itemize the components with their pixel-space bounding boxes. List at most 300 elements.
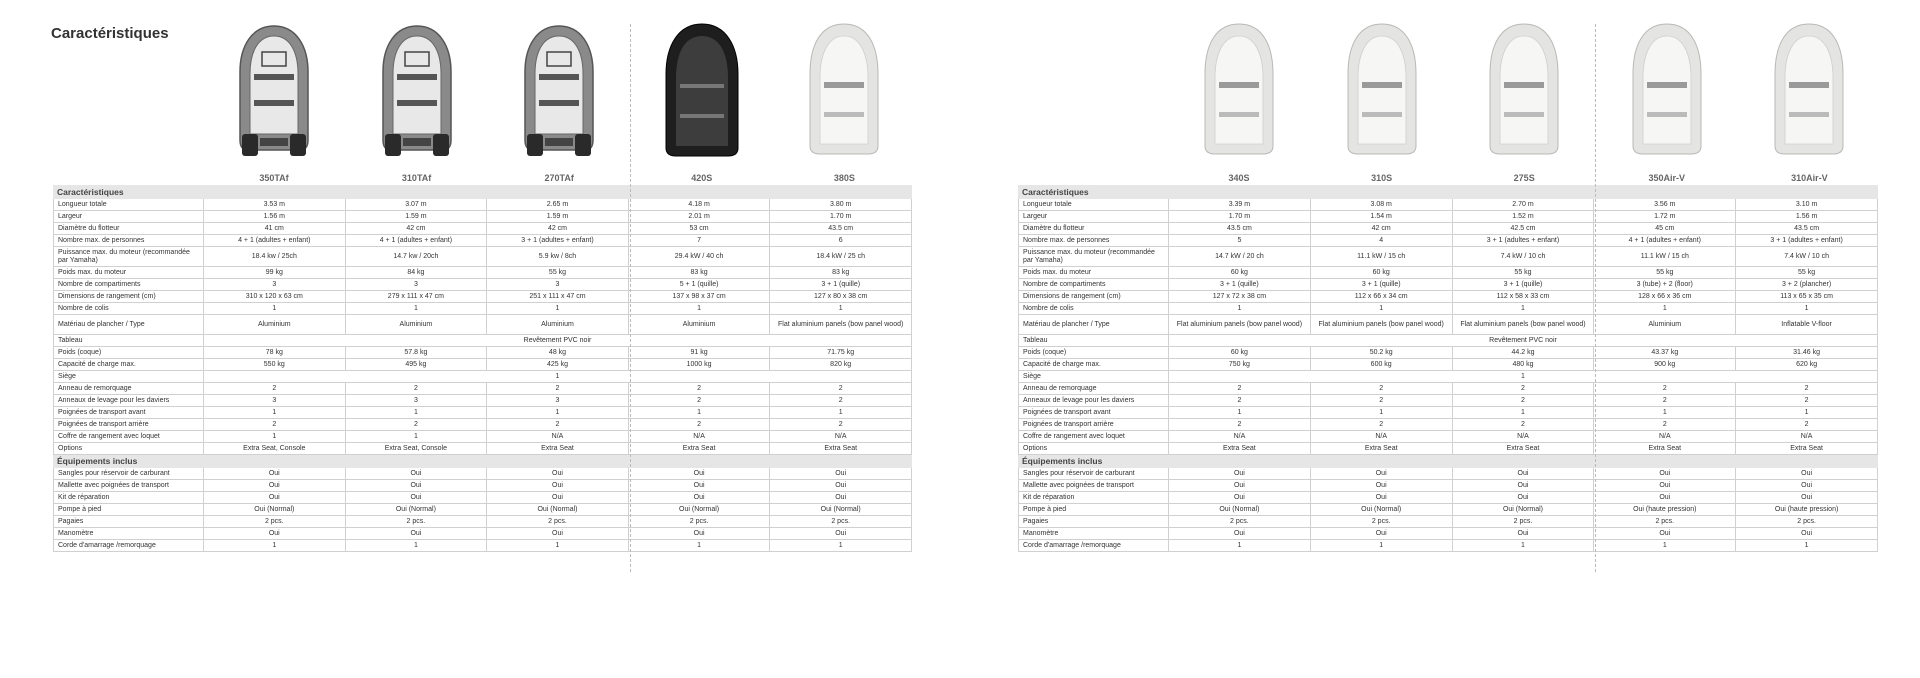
- spec-value: 279 x 111 x 47 cm: [345, 291, 487, 303]
- row-label: Pompe à pied: [54, 504, 204, 516]
- row-label: Poids (coque): [54, 347, 204, 359]
- spec-value: Extra Seat: [1310, 443, 1452, 455]
- row-label: Nombre de colis: [54, 303, 204, 315]
- boat-card: [1596, 18, 1738, 185]
- spec-value: 2: [1452, 419, 1594, 431]
- spec-row-repair-kit: [1019, 492, 1878, 504]
- spec-value: Oui (haute pression): [1594, 504, 1736, 516]
- spec-value: 7.4 kW / 10 ch: [1736, 247, 1878, 267]
- row-label: Options: [54, 443, 204, 455]
- spec-value: Oui (Normal): [345, 504, 487, 516]
- spec-value: 550 kg: [204, 359, 346, 371]
- spec-row-gauge: [1019, 528, 1878, 540]
- boat-card: [631, 18, 773, 185]
- spec-value: Oui: [770, 492, 912, 504]
- spec-value: 1: [204, 303, 346, 315]
- spec-row-mooring: [1019, 540, 1878, 552]
- spec-value: 128 x 66 x 36 cm: [1594, 291, 1736, 303]
- spec-value: 41 cm: [204, 223, 346, 235]
- spec-value: 11.1 kW / 15 ch: [1594, 247, 1736, 267]
- spec-value: 2: [1736, 419, 1878, 431]
- spec-value: 600 kg: [1310, 359, 1452, 371]
- spec-value: 2 pcs.: [487, 516, 629, 528]
- spec-value: 1: [1169, 407, 1311, 419]
- spec-value: 2.65 m: [487, 199, 629, 211]
- spec-value: 1.72 m: [1594, 211, 1736, 223]
- spec-value: 2: [770, 419, 912, 431]
- row-label: Matériau de plancher / Type: [1019, 315, 1169, 335]
- spec-value: 1: [204, 540, 346, 552]
- model-name: 310Air-V: [1791, 173, 1828, 183]
- spec-value: 55 kg: [1452, 267, 1594, 279]
- spec-row-max-load: [54, 359, 912, 371]
- spec-value: Oui: [204, 468, 346, 480]
- spec-value: 5: [1169, 235, 1311, 247]
- spec-value: 3 + 1 (quille): [1452, 279, 1594, 291]
- spec-value: 2: [1736, 383, 1878, 395]
- spec-value: 3.56 m: [1594, 199, 1736, 211]
- spec-value: 1.54 m: [1310, 211, 1452, 223]
- spec-value: 3: [204, 395, 346, 407]
- spec-value: Oui: [204, 528, 346, 540]
- row-label: Pagaies: [54, 516, 204, 528]
- series-divider: [1595, 24, 1596, 572]
- row-label: Anneaux de levage pour les daviers: [1019, 395, 1169, 407]
- spec-value: 1: [1310, 303, 1452, 315]
- spec-value: 42 cm: [1310, 223, 1452, 235]
- spec-value: Oui (Normal): [770, 504, 912, 516]
- spec-value: 2 pcs.: [1169, 516, 1311, 528]
- spec-value: 425 kg: [487, 359, 629, 371]
- spec-value: Oui: [204, 492, 346, 504]
- spec-value: Oui: [345, 528, 487, 540]
- spec-row-repair-kit: [54, 492, 912, 504]
- spec-table: [53, 185, 912, 552]
- spec-value: 6: [770, 235, 912, 247]
- spec-row-pump: [54, 504, 912, 516]
- section-title: Caractéristiques: [1019, 186, 1878, 199]
- spec-value: 55 kg: [1736, 267, 1878, 279]
- spec-value: 43.37 kg: [1594, 347, 1736, 359]
- row-label: Nombre max. de personnes: [1019, 235, 1169, 247]
- spec-value: 4 + 1 (adultes + enfant): [345, 235, 487, 247]
- row-label: Diamètre du flotteur: [1019, 223, 1169, 235]
- spec-value: Oui: [770, 468, 912, 480]
- model-name: 270TAf: [544, 173, 574, 183]
- spec-value: 99 kg: [204, 267, 346, 279]
- spec-value: 3 + 1 (quille): [770, 279, 912, 291]
- spec-value: 2 pcs.: [1310, 516, 1452, 528]
- spec-value: 3.80 m: [770, 199, 912, 211]
- spec-row-fuel-strap: [54, 468, 912, 480]
- spec-value: 1: [204, 431, 346, 443]
- right-spec-panel: [1018, 18, 1878, 552]
- spec-value: Oui: [770, 528, 912, 540]
- left-spec-panel: [53, 18, 912, 552]
- model-name: 380S: [833, 173, 855, 183]
- model-name: 350TAf: [259, 173, 289, 183]
- spec-value: 45 cm: [1594, 223, 1736, 235]
- spec-value: 1: [1736, 540, 1878, 552]
- spec-value: Oui (Normal): [487, 504, 629, 516]
- spec-value: 113 x 65 x 35 cm: [1736, 291, 1878, 303]
- boat-image: [1201, 22, 1277, 162]
- spec-value: 3 (tube) + 2 (floor): [1594, 279, 1736, 291]
- spec-value: 1: [204, 407, 346, 419]
- spec-value: 3: [345, 395, 487, 407]
- row-label: Nombre max. de personnes: [54, 235, 204, 247]
- spec-value: 1: [1594, 540, 1736, 552]
- spec-value: 2: [1310, 383, 1452, 395]
- row-label: Poignées de transport arrière: [54, 419, 204, 431]
- spec-value: 50.2 kg: [1310, 347, 1452, 359]
- row-label: Nombre de compartiments: [54, 279, 204, 291]
- spec-value: Oui: [628, 468, 770, 480]
- spec-value: 1: [204, 371, 912, 383]
- spec-value: 1: [1452, 407, 1594, 419]
- spec-value: 3 + 1 (adultes + enfant): [1736, 235, 1878, 247]
- boat-card: [1453, 18, 1595, 185]
- spec-row-front-handles: [54, 407, 912, 419]
- boat-gallery: [1018, 18, 1878, 185]
- spec-value: 2: [1310, 419, 1452, 431]
- spec-value: Oui: [345, 480, 487, 492]
- spec-value: Oui: [487, 468, 629, 480]
- spec-value: 2 pcs.: [1594, 516, 1736, 528]
- boat-image: [664, 22, 740, 162]
- spec-value: 1: [770, 407, 912, 419]
- spec-value: 620 kg: [1736, 359, 1878, 371]
- spec-value: N/A: [1310, 431, 1452, 443]
- spec-value: 2: [1594, 419, 1736, 431]
- spec-value: Aluminium: [487, 315, 629, 335]
- spec-value: Oui: [1736, 468, 1878, 480]
- boat-card: [203, 18, 345, 185]
- spec-value: 91 kg: [628, 347, 770, 359]
- spec-row-floor: [1019, 315, 1878, 335]
- spec-value: 2: [487, 383, 629, 395]
- spec-value: 1: [345, 407, 487, 419]
- spec-value: Oui: [770, 480, 912, 492]
- spec-value: 7.4 kW / 10 ch: [1452, 247, 1594, 267]
- spec-value: 1.59 m: [487, 211, 629, 223]
- spec-value: Oui: [1452, 528, 1594, 540]
- row-label: Siège: [1019, 371, 1169, 383]
- boat-image: [1486, 22, 1562, 162]
- spec-value: Oui: [1310, 528, 1452, 540]
- spec-table: [1018, 185, 1878, 552]
- spec-row-transom: [54, 335, 912, 347]
- spec-value: 1: [1452, 540, 1594, 552]
- boat-card: [1311, 18, 1453, 185]
- row-label: Poignées de transport avant: [1019, 407, 1169, 419]
- row-label: Siège: [54, 371, 204, 383]
- row-label: Kit de réparation: [54, 492, 204, 504]
- spec-row-locker: [54, 431, 912, 443]
- spec-value: Oui (haute pression): [1736, 504, 1878, 516]
- spec-value: 3.08 m: [1310, 199, 1452, 211]
- spec-value: Aluminium: [1594, 315, 1736, 335]
- row-label: Longueur totale: [1019, 199, 1169, 211]
- spec-row-hull-weight: [54, 347, 912, 359]
- spec-value: 1: [487, 303, 629, 315]
- spec-value: 1: [770, 540, 912, 552]
- spec-value: Oui: [628, 480, 770, 492]
- spec-value: Oui (Normal): [1452, 504, 1594, 516]
- spec-value: 3: [345, 279, 487, 291]
- spec-value: N/A: [628, 431, 770, 443]
- spec-value: N/A: [1169, 431, 1311, 443]
- spec-row-rear-handles: [54, 419, 912, 431]
- spec-value: Oui: [345, 492, 487, 504]
- spec-value: 2 pcs.: [770, 516, 912, 528]
- spec-value: Oui: [204, 480, 346, 492]
- row-label: Coffre de rangement avec loquet: [54, 431, 204, 443]
- model-name: 420S: [691, 173, 713, 183]
- spec-value: N/A: [487, 431, 629, 443]
- spec-value: 2: [770, 383, 912, 395]
- row-label: Corde d'amarrage /remorquage: [1019, 540, 1169, 552]
- spec-value: 11.1 kW / 15 ch: [1310, 247, 1452, 267]
- spec-value: 2: [1169, 383, 1311, 395]
- spec-value: Flat aluminium panels (bow panel wood): [1452, 315, 1594, 335]
- spec-value: Oui (Normal): [1310, 504, 1452, 516]
- spec-value: 2: [345, 383, 487, 395]
- spec-row-fuel-strap: [1019, 468, 1878, 480]
- spec-value: 31.46 kg: [1736, 347, 1878, 359]
- spec-value: Oui: [1594, 480, 1736, 492]
- spec-value: Oui: [1169, 528, 1311, 540]
- section-header: [1019, 186, 1878, 199]
- section-title: Équipements inclus: [1019, 455, 1878, 468]
- spec-value: 1: [770, 303, 912, 315]
- spec-value: N/A: [1452, 431, 1594, 443]
- spec-row-tube-diameter: [54, 223, 912, 235]
- spec-row-max-engine-weight: [1019, 267, 1878, 279]
- spec-value: Flat aluminium panels (bow panel wood): [1169, 315, 1311, 335]
- spec-value: Oui: [1310, 468, 1452, 480]
- boat-image: [521, 22, 597, 162]
- spec-row-gauge: [54, 528, 912, 540]
- spec-value: 112 x 66 x 34 cm: [1310, 291, 1452, 303]
- spec-value: 53 cm: [628, 223, 770, 235]
- row-label: Largeur: [1019, 211, 1169, 223]
- spec-row-front-handles: [1019, 407, 1878, 419]
- spec-value: Extra Seat: [1452, 443, 1594, 455]
- spec-value: 1: [345, 431, 487, 443]
- spec-value: 83 kg: [628, 267, 770, 279]
- spec-value: 127 x 72 x 38 cm: [1169, 291, 1311, 303]
- spec-value: 55 kg: [487, 267, 629, 279]
- row-label: Anneau de remorquage: [1019, 383, 1169, 395]
- row-label: Dimensions de rangement (cm): [54, 291, 204, 303]
- spec-value: 2: [1452, 383, 1594, 395]
- spec-value: 2 pcs.: [345, 516, 487, 528]
- spec-value: 3 + 1 (adultes + enfant): [1452, 235, 1594, 247]
- spec-value: 29.4 kW / 40 ch: [628, 247, 770, 267]
- boat-image: [236, 22, 312, 162]
- spec-value: 3.53 m: [204, 199, 346, 211]
- row-label: Dimensions de rangement (cm): [1019, 291, 1169, 303]
- spec-value: 3: [487, 395, 629, 407]
- series-divider: [630, 24, 631, 572]
- spec-row-compartments: [54, 279, 912, 291]
- spec-value: 3 + 1 (quille): [1310, 279, 1452, 291]
- spec-value: 495 kg: [345, 359, 487, 371]
- spec-value: Oui: [1169, 468, 1311, 480]
- row-label: Mallette avec poignées de transport: [54, 480, 204, 492]
- spec-value: 4 + 1 (adultes + enfant): [1594, 235, 1736, 247]
- spec-value: N/A: [770, 431, 912, 443]
- spec-value: 14.7 kW / 20 ch: [1169, 247, 1311, 267]
- spec-row-floor: [54, 315, 912, 335]
- spec-value: 14.7 kw / 20ch: [345, 247, 487, 267]
- spec-value: 1: [487, 407, 629, 419]
- row-label: Capacité de charge max.: [54, 359, 204, 371]
- spec-value: 1: [628, 303, 770, 315]
- section-header: [54, 186, 912, 199]
- spec-value: 43.5 cm: [1169, 223, 1311, 235]
- spec-value: Extra Seat: [1169, 443, 1311, 455]
- spec-row-tow-ring: [54, 383, 912, 395]
- spec-value: 900 kg: [1594, 359, 1736, 371]
- spec-value: Oui (Normal): [1169, 504, 1311, 516]
- row-label: Poids (coque): [1019, 347, 1169, 359]
- spec-value: N/A: [1594, 431, 1736, 443]
- row-label: Poignées de transport avant: [54, 407, 204, 419]
- row-label: Puissance max. du moteur (recommandée par Yamaha): [1019, 247, 1169, 267]
- spec-value: Flat aluminium panels (bow panel wood): [770, 315, 912, 335]
- spec-value: Oui (Normal): [204, 504, 346, 516]
- spec-value: 2: [1452, 395, 1594, 407]
- page-title: Caractéristiques: [51, 25, 169, 42]
- row-label: Sangles pour réservoir de carburant: [1019, 468, 1169, 480]
- spec-value: 2: [628, 395, 770, 407]
- spec-value: 60 kg: [1310, 267, 1452, 279]
- spec-value: Extra Seat: [1594, 443, 1736, 455]
- row-label: Poids max. du moteur: [1019, 267, 1169, 279]
- spec-value: Oui: [1452, 468, 1594, 480]
- row-label: Tableau: [54, 335, 204, 347]
- spec-value: 60 kg: [1169, 347, 1311, 359]
- spec-value: Oui: [628, 492, 770, 504]
- row-label: Sangles pour réservoir de carburant: [54, 468, 204, 480]
- spec-row-length: [54, 199, 912, 211]
- spec-row-lift-rings: [54, 395, 912, 407]
- spec-row-mooring: [54, 540, 912, 552]
- spec-value: 1: [1310, 407, 1452, 419]
- spec-row-rear-handles: [1019, 419, 1878, 431]
- spec-value: 43.5 cm: [770, 223, 912, 235]
- spec-value: 18.4 kW / 25 ch: [770, 247, 912, 267]
- row-label: Options: [1019, 443, 1169, 455]
- spec-value: 2: [345, 419, 487, 431]
- spec-value: 2: [1594, 395, 1736, 407]
- spec-row-max-power: [54, 247, 912, 267]
- spec-value: 84 kg: [345, 267, 487, 279]
- spec-value: Oui: [1169, 480, 1311, 492]
- spec-value: 1: [1594, 303, 1736, 315]
- spec-value: 5.9 kw / 8ch: [487, 247, 629, 267]
- spec-value: 3.10 m: [1736, 199, 1878, 211]
- row-label: Kit de réparation: [1019, 492, 1169, 504]
- spec-row-storage-dims: [1019, 291, 1878, 303]
- spec-value: 2 pcs.: [204, 516, 346, 528]
- row-label: Nombre de compartiments: [1019, 279, 1169, 291]
- spec-value: Oui: [1452, 492, 1594, 504]
- row-label: Mallette avec poignées de transport: [1019, 480, 1169, 492]
- spec-value: Revêtement PVC noir: [1169, 335, 1878, 347]
- boat-gallery: [53, 18, 912, 185]
- spec-row-max-persons: [1019, 235, 1878, 247]
- spec-value: 1000 kg: [628, 359, 770, 371]
- spec-value: 1.56 m: [204, 211, 346, 223]
- row-label: Matériau de plancher / Type: [54, 315, 204, 335]
- spec-row-options: [1019, 443, 1878, 455]
- row-label: Diamètre du flotteur: [54, 223, 204, 235]
- spec-value: 2: [204, 419, 346, 431]
- spec-value: 310 x 120 x 63 cm: [204, 291, 346, 303]
- spec-row-packages: [1019, 303, 1878, 315]
- spec-value: 5 + 1 (quille): [628, 279, 770, 291]
- row-label: Manomètre: [54, 528, 204, 540]
- spec-row-bag: [54, 480, 912, 492]
- row-label: Largeur: [54, 211, 204, 223]
- spec-row-pump: [1019, 504, 1878, 516]
- model-name: 350Air-V: [1648, 173, 1686, 183]
- spec-value: 1: [1169, 540, 1311, 552]
- boat-card: [1168, 18, 1310, 185]
- spec-value: 3 + 1 (adultes + enfant): [487, 235, 629, 247]
- spec-value: 18.4 kw / 25ch: [204, 247, 346, 267]
- spec-value: Oui: [1736, 480, 1878, 492]
- row-label: Pagaies: [1019, 516, 1169, 528]
- spec-value: 7: [628, 235, 770, 247]
- spec-value: 42 cm: [487, 223, 629, 235]
- spec-value: 3: [487, 279, 629, 291]
- spec-value: 1: [1736, 303, 1878, 315]
- spec-value: Flat aluminium panels (bow panel wood): [1310, 315, 1452, 335]
- spec-value: N/A: [1736, 431, 1878, 443]
- spec-value: Extra Seat: [770, 443, 912, 455]
- spec-row-hull-weight: [1019, 347, 1878, 359]
- spec-value: 750 kg: [1169, 359, 1311, 371]
- spec-value: 1: [1310, 540, 1452, 552]
- spec-value: 1.70 m: [1169, 211, 1311, 223]
- spec-value: Aluminium: [345, 315, 487, 335]
- spec-row-bag: [1019, 480, 1878, 492]
- spec-row-lift-rings: [1019, 395, 1878, 407]
- spec-value: 2: [204, 383, 346, 395]
- spec-value: Oui: [487, 492, 629, 504]
- spec-value: 2 pcs.: [1452, 516, 1594, 528]
- section-title: Équipements inclus: [54, 455, 912, 468]
- model-name: 310S: [1371, 173, 1393, 183]
- spec-value: 1: [1452, 303, 1594, 315]
- row-label: Corde d'amarrage /remorquage: [54, 540, 204, 552]
- spec-value: 2: [628, 419, 770, 431]
- spec-value: 78 kg: [204, 347, 346, 359]
- spec-value: 2.70 m: [1452, 199, 1594, 211]
- boat-image: [379, 22, 455, 162]
- boat-image: [1629, 22, 1705, 162]
- spec-value: 4: [1310, 235, 1452, 247]
- boat-image: [1771, 22, 1847, 162]
- spec-row-storage-dims: [54, 291, 912, 303]
- spec-row-width: [54, 211, 912, 223]
- spec-value: 112 x 58 x 33 cm: [1452, 291, 1594, 303]
- spec-row-seat: [1019, 371, 1878, 383]
